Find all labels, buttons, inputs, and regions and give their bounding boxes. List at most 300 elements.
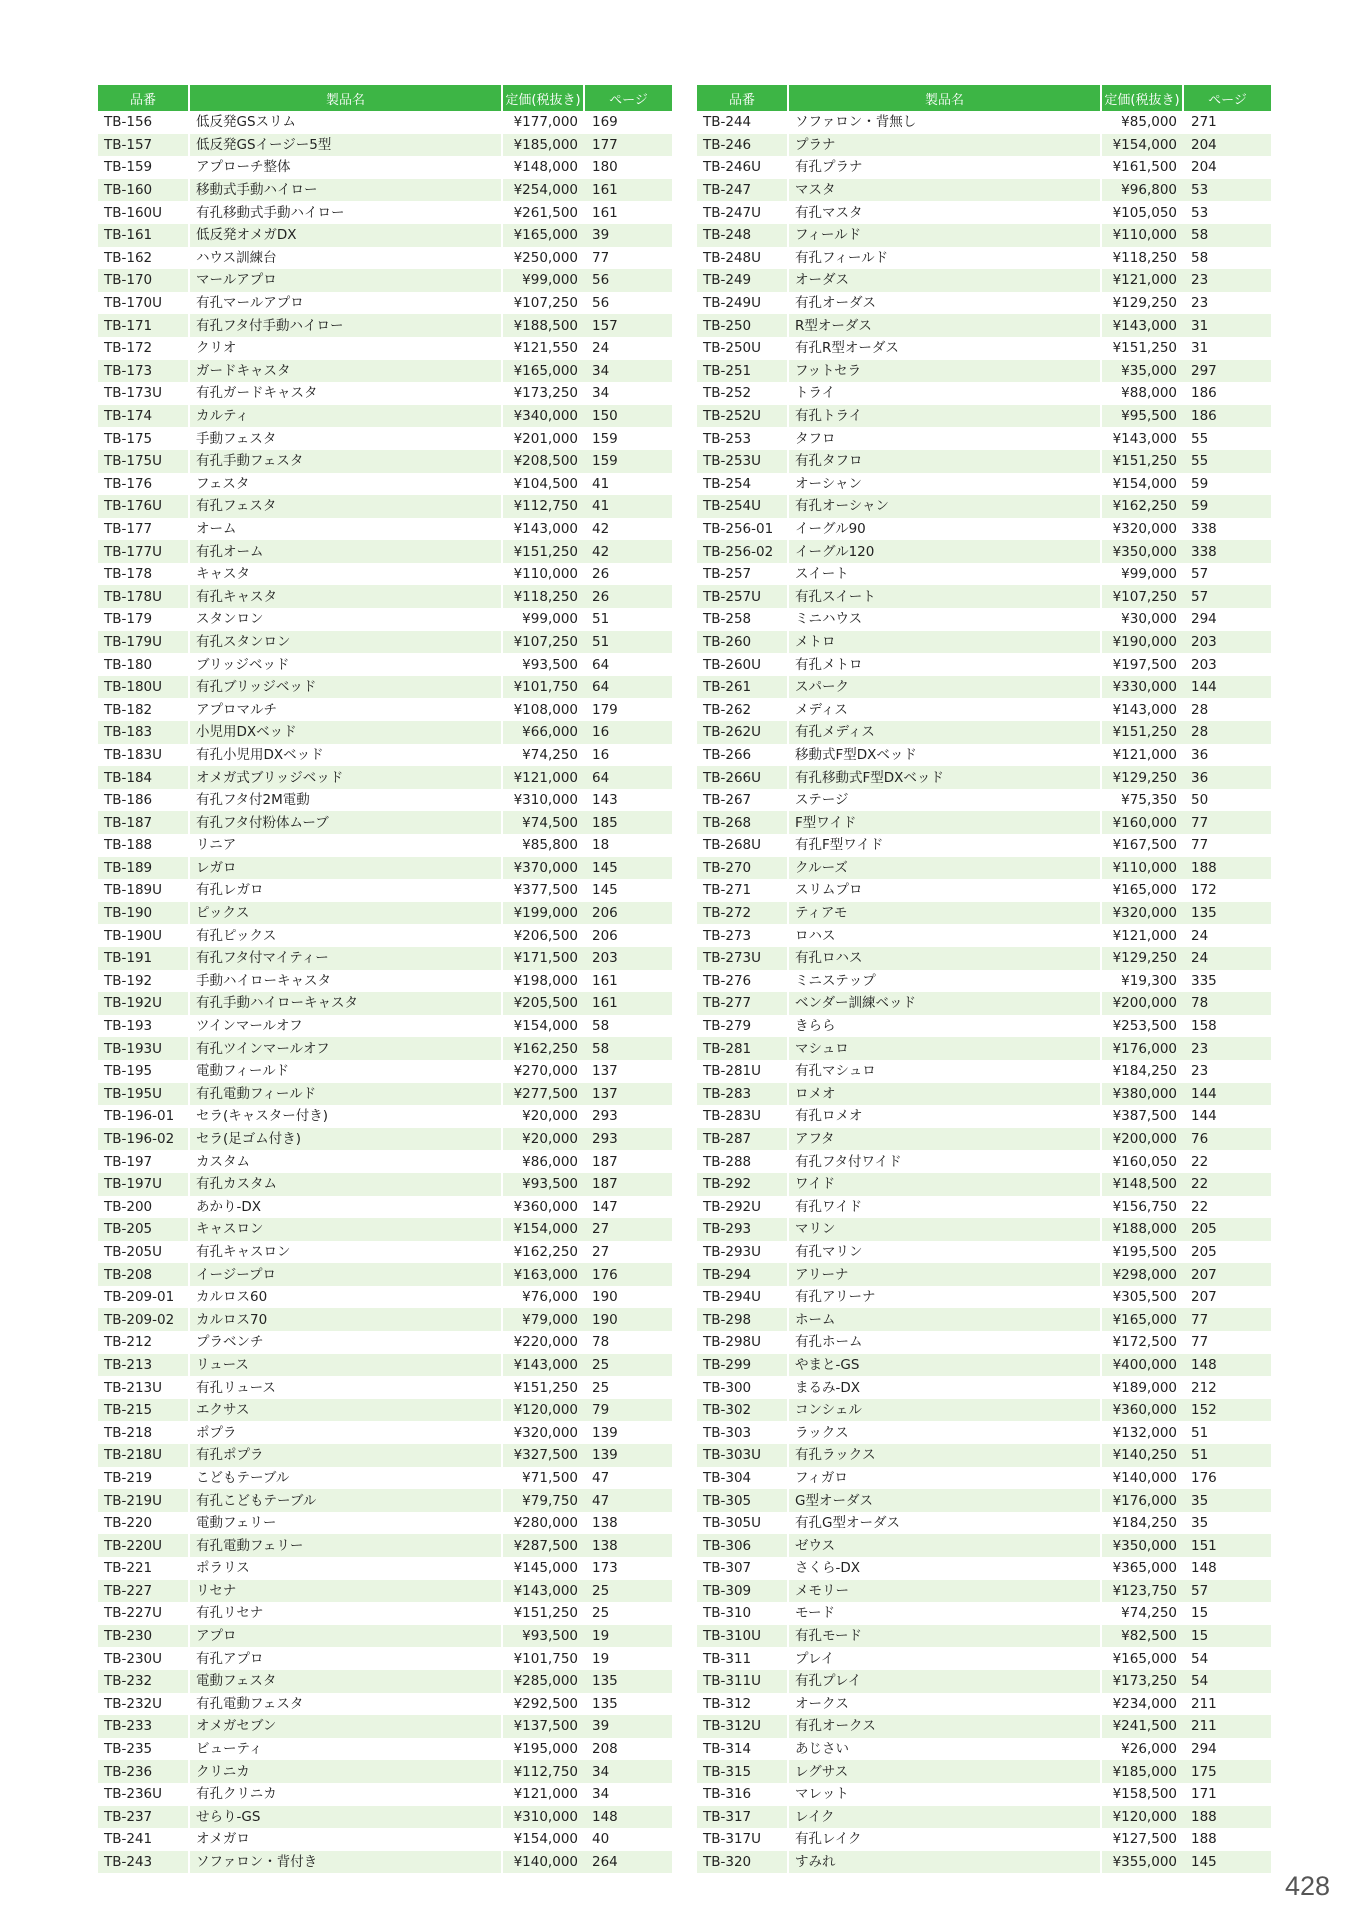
table-row bbox=[98, 1647, 672, 1670]
product-name: リセナ bbox=[189, 1580, 502, 1603]
catalog-page: 187 bbox=[584, 1173, 672, 1196]
product-price: ¥355,000 bbox=[1101, 1851, 1183, 1874]
catalog-page: 180 bbox=[592, 159, 618, 176]
product-price: ¥110,000 bbox=[1101, 857, 1183, 880]
catalog-page: 51 bbox=[584, 631, 672, 654]
catalog-page: 137 bbox=[592, 1063, 618, 1080]
product-name: ゼウス bbox=[788, 1534, 1101, 1557]
catalog-page: 264 bbox=[584, 1851, 672, 1874]
product-name: G型オーダス bbox=[788, 1489, 1101, 1512]
product-name: フィガロ bbox=[788, 1467, 1101, 1490]
table-row bbox=[98, 563, 672, 586]
product-price: ¥320,000 bbox=[513, 1424, 578, 1441]
product-code: TB-256-02 bbox=[697, 540, 788, 563]
product-code: TB-190U bbox=[98, 924, 189, 947]
product-name: 有孔ワイド bbox=[788, 1196, 1101, 1219]
product-price: ¥85,000 bbox=[1121, 114, 1177, 131]
table-row bbox=[98, 1625, 672, 1648]
product-price: ¥143,000 bbox=[502, 1580, 584, 1603]
product-price: ¥188,500 bbox=[502, 314, 584, 337]
product-code: TB-208 bbox=[98, 1263, 189, 1286]
product-name: オメガセブン bbox=[189, 1715, 502, 1738]
product-code: TB-220U bbox=[98, 1534, 189, 1557]
catalog-page: 51 bbox=[1191, 1424, 1209, 1441]
product-code: TB-277 bbox=[697, 992, 788, 1015]
product-price: ¥143,000 bbox=[502, 1354, 584, 1377]
catalog-page: 204 bbox=[1191, 159, 1217, 176]
catalog-page: 23 bbox=[1183, 269, 1271, 292]
table-row bbox=[697, 1105, 1271, 1128]
table-row bbox=[98, 1783, 672, 1806]
product-price: ¥340,000 bbox=[502, 405, 584, 428]
product-code: TB-302 bbox=[697, 1399, 788, 1422]
product-price: ¥143,000 bbox=[1101, 314, 1183, 337]
table-row bbox=[697, 811, 1271, 834]
product-code: TB-220 bbox=[98, 1512, 189, 1535]
product-name: ソファロン・背無し bbox=[788, 111, 1101, 134]
product-price: ¥118,250 bbox=[502, 585, 584, 608]
product-code: TB-183 bbox=[98, 721, 189, 744]
product-name: 有孔フェスタ bbox=[189, 495, 502, 518]
table-row bbox=[98, 1738, 672, 1761]
product-code: TB-159 bbox=[98, 156, 189, 179]
product-code: TB-306 bbox=[697, 1534, 788, 1557]
product-name: まるみ-DX bbox=[788, 1376, 1101, 1399]
table-row bbox=[697, 1738, 1271, 1761]
table-row bbox=[697, 1557, 1271, 1580]
catalog-page: 55 bbox=[1183, 450, 1271, 473]
product-price: ¥129,250 bbox=[1101, 766, 1183, 789]
table-row bbox=[98, 1128, 672, 1151]
product-code: TB-235 bbox=[98, 1738, 189, 1761]
product-name: 有孔ポプラ bbox=[189, 1444, 502, 1467]
product-name: 有孔アプロ bbox=[189, 1647, 502, 1670]
product-name: アフタ bbox=[788, 1128, 1101, 1151]
catalog-page: 64 bbox=[584, 676, 672, 699]
product-price: ¥298,000 bbox=[1101, 1263, 1183, 1286]
catalog-page: 169 bbox=[592, 114, 618, 131]
product-name: コンシェル bbox=[788, 1399, 1101, 1422]
product-code: TB-182 bbox=[98, 698, 189, 721]
product-code: TB-193U bbox=[98, 1037, 189, 1060]
product-code: TB-317 bbox=[697, 1806, 788, 1829]
product-price: ¥154,000 bbox=[1112, 475, 1177, 492]
product-price: ¥105,050 bbox=[1112, 204, 1177, 221]
catalog-page: 23 bbox=[1191, 1063, 1209, 1080]
table-row bbox=[697, 585, 1271, 608]
product-price: ¥310,000 bbox=[513, 792, 578, 809]
product-name: 有孔モード bbox=[788, 1625, 1101, 1648]
product-price: ¥200,000 bbox=[1101, 1128, 1183, 1151]
table-row bbox=[98, 269, 672, 292]
product-name: F型ワイド bbox=[788, 811, 1101, 834]
product-price: ¥99,000 bbox=[502, 269, 584, 292]
product-name: 有孔オークス bbox=[788, 1715, 1101, 1738]
table-row bbox=[98, 1715, 672, 1738]
catalog-page: 152 bbox=[1183, 1399, 1271, 1422]
product-price: ¥154,000 bbox=[513, 1018, 578, 1035]
product-name: 有孔フタ付手動ハイロー bbox=[189, 314, 502, 337]
table-row bbox=[98, 766, 672, 789]
product-code: TB-243 bbox=[98, 1851, 189, 1874]
table-row bbox=[98, 314, 672, 337]
catalog-page: 271 bbox=[1191, 114, 1217, 131]
product-name: マシュロ bbox=[788, 1037, 1101, 1060]
product-name: カルティ bbox=[189, 405, 502, 428]
product-code: TB-196-01 bbox=[98, 1105, 189, 1128]
catalog-page: 190 bbox=[584, 1308, 672, 1331]
table-row bbox=[697, 224, 1271, 247]
product-code: TB-189 bbox=[98, 857, 189, 880]
product-name: スタンロン bbox=[189, 608, 502, 631]
product-price: ¥104,500 bbox=[513, 475, 578, 492]
product-price: ¥96,800 bbox=[1101, 179, 1183, 202]
table-row bbox=[697, 789, 1271, 812]
product-price: ¥154,000 bbox=[502, 1218, 584, 1241]
product-code: TB-254U bbox=[697, 495, 788, 518]
product-price: ¥74,250 bbox=[1121, 1605, 1177, 1622]
catalog-page: 58 bbox=[1183, 224, 1271, 247]
product-code: TB-197 bbox=[98, 1150, 189, 1173]
table-row bbox=[697, 1444, 1271, 1467]
product-name: ロハス bbox=[788, 924, 1101, 947]
table-row bbox=[697, 970, 1271, 993]
product-price: ¥148,500 bbox=[1101, 1173, 1183, 1196]
table-row bbox=[98, 1105, 672, 1128]
product-price: ¥234,000 bbox=[1112, 1695, 1177, 1712]
product-price: ¥171,500 bbox=[502, 947, 584, 970]
catalog-page: 161 bbox=[592, 972, 618, 989]
product-name: モード bbox=[788, 1602, 1101, 1625]
product-name: あじさい bbox=[788, 1738, 1101, 1761]
table-row bbox=[98, 1444, 672, 1467]
product-code: TB-213 bbox=[98, 1354, 189, 1377]
table-row bbox=[98, 1218, 672, 1241]
product-price: ¥253,500 bbox=[1112, 1018, 1177, 1035]
table-row bbox=[98, 360, 672, 383]
product-name: こどもテーブル bbox=[189, 1467, 502, 1490]
product-name: オーダス bbox=[788, 269, 1101, 292]
product-code: TB-191 bbox=[98, 947, 189, 970]
product-price: ¥151,250 bbox=[513, 1379, 578, 1396]
product-code: TB-276 bbox=[697, 970, 788, 993]
product-name: 有孔ロメオ bbox=[788, 1105, 1101, 1128]
product-name: ポプラ bbox=[189, 1421, 502, 1444]
product-name: 有孔移動式F型DXベッド bbox=[788, 766, 1101, 789]
table-row bbox=[697, 1625, 1271, 1648]
table-row bbox=[697, 1196, 1271, 1219]
product-price: ¥82,500 bbox=[1101, 1625, 1183, 1648]
product-name: イーグル120 bbox=[788, 540, 1101, 563]
product-name: 有孔F型ワイド bbox=[788, 834, 1101, 857]
table-row bbox=[697, 924, 1271, 947]
product-name: アプロマルチ bbox=[189, 698, 502, 721]
product-name: 有孔フタ付粉体ムーブ bbox=[189, 811, 502, 834]
table-row bbox=[697, 1580, 1271, 1603]
product-name: マレット bbox=[788, 1783, 1101, 1806]
price-table-right bbox=[697, 85, 1271, 1873]
product-code: TB-195U bbox=[98, 1083, 189, 1106]
product-name: ツインマールオフ bbox=[189, 1015, 502, 1038]
product-price: ¥85,800 bbox=[522, 837, 578, 854]
product-code: TB-189U bbox=[98, 879, 189, 902]
product-code: TB-261 bbox=[697, 676, 788, 699]
product-code: TB-262 bbox=[697, 698, 788, 721]
product-code: TB-162 bbox=[98, 247, 189, 270]
table-row bbox=[697, 698, 1271, 721]
product-code: TB-266U bbox=[697, 766, 788, 789]
catalog-page: 159 bbox=[592, 430, 618, 447]
product-name: タフロ bbox=[788, 427, 1101, 450]
catalog-page: 205 bbox=[1191, 1243, 1217, 1260]
table-row bbox=[98, 1263, 672, 1286]
product-name: 手動ハイローキャスタ bbox=[189, 970, 502, 993]
product-code: TB-193 bbox=[98, 1015, 189, 1038]
product-price: ¥177,000 bbox=[513, 114, 578, 131]
table-row bbox=[98, 879, 672, 902]
product-name: オークス bbox=[788, 1693, 1101, 1716]
table-row bbox=[697, 857, 1271, 880]
product-name: 有孔フタ付ワイド bbox=[788, 1150, 1101, 1173]
product-name: 有孔ガードキャスタ bbox=[189, 382, 502, 405]
catalog-page: 294 bbox=[1191, 611, 1217, 628]
product-code: TB-267 bbox=[697, 789, 788, 812]
product-name: 有孔ラックス bbox=[788, 1444, 1101, 1467]
product-price: ¥79,000 bbox=[502, 1308, 584, 1331]
product-price: ¥110,000 bbox=[1101, 224, 1183, 247]
product-code: TB-175U bbox=[98, 450, 189, 473]
product-name: レグサス bbox=[788, 1760, 1101, 1783]
product-name: 有孔リュース bbox=[189, 1376, 502, 1399]
table-row bbox=[98, 789, 672, 812]
product-name: フィールド bbox=[788, 224, 1101, 247]
catalog-page: 148 bbox=[1191, 1560, 1217, 1577]
product-code: TB-257U bbox=[697, 585, 788, 608]
header-page: ページ bbox=[1183, 85, 1271, 111]
product-name: 有孔手動ハイローキャスタ bbox=[189, 992, 502, 1015]
product-price: ¥74,250 bbox=[522, 746, 578, 763]
product-price: ¥261,500 bbox=[513, 204, 578, 221]
product-price: ¥208,500 bbox=[502, 450, 584, 473]
product-code: TB-248U bbox=[697, 247, 788, 270]
product-code: TB-227U bbox=[98, 1602, 189, 1625]
product-name: 有孔アリーナ bbox=[788, 1286, 1101, 1309]
product-price: ¥26,000 bbox=[1121, 1741, 1177, 1758]
table-row bbox=[98, 427, 672, 450]
product-code: TB-293U bbox=[697, 1241, 788, 1264]
product-code: TB-170 bbox=[98, 269, 189, 292]
catalog-page: 145 bbox=[584, 857, 672, 880]
catalog-page: 188 bbox=[1183, 857, 1271, 880]
product-price: ¥107,250 bbox=[1101, 585, 1183, 608]
product-code: TB-237 bbox=[98, 1806, 189, 1829]
product-name: きらら bbox=[788, 1015, 1101, 1038]
table-row bbox=[697, 1602, 1271, 1625]
catalog-page: 78 bbox=[592, 1334, 610, 1351]
catalog-page: 56 bbox=[592, 295, 610, 312]
product-name: メモリー bbox=[788, 1580, 1101, 1603]
product-name: ベンダー訓練ベッド bbox=[788, 992, 1101, 1015]
table-row bbox=[98, 1173, 672, 1196]
catalog-page: 205 bbox=[1183, 1218, 1271, 1241]
product-name: 有孔電動フェリー bbox=[189, 1534, 502, 1557]
product-code: TB-272 bbox=[697, 902, 788, 925]
table-row bbox=[697, 111, 1271, 134]
catalog-page: 31 bbox=[1191, 340, 1209, 357]
table-row bbox=[697, 1241, 1271, 1264]
catalog-page: 77 bbox=[1183, 1308, 1271, 1331]
product-price: ¥121,000 bbox=[502, 766, 584, 789]
product-code: TB-195 bbox=[98, 1060, 189, 1083]
product-name: 有孔タフロ bbox=[788, 450, 1101, 473]
catalog-page: 57 bbox=[1183, 585, 1271, 608]
product-code: TB-311U bbox=[697, 1670, 788, 1693]
table-row bbox=[98, 405, 672, 428]
product-price: ¥86,000 bbox=[522, 1153, 578, 1170]
product-price: ¥162,250 bbox=[1101, 495, 1183, 518]
table-row bbox=[697, 1399, 1271, 1422]
product-price: ¥121,000 bbox=[1101, 269, 1183, 292]
product-price: ¥160,000 bbox=[1101, 811, 1183, 834]
product-code: TB-315 bbox=[697, 1760, 788, 1783]
table-row bbox=[98, 1670, 672, 1693]
product-name: メトロ bbox=[788, 631, 1101, 654]
product-code: TB-160 bbox=[98, 179, 189, 202]
product-price: ¥129,250 bbox=[1112, 295, 1177, 312]
product-code: TB-268U bbox=[697, 834, 788, 857]
catalog-page: 207 bbox=[1183, 1263, 1271, 1286]
catalog-page: 179 bbox=[592, 701, 618, 718]
catalog-page: 54 bbox=[1183, 1670, 1271, 1693]
table-row bbox=[697, 1467, 1271, 1490]
product-code: TB-273 bbox=[697, 924, 788, 947]
product-price: ¥167,500 bbox=[1112, 837, 1177, 854]
product-price: ¥370,000 bbox=[502, 857, 584, 880]
catalog-page: 39 bbox=[584, 224, 672, 247]
catalog-page: 35 bbox=[1191, 1515, 1209, 1532]
product-name: 有孔キャスロン bbox=[189, 1241, 502, 1264]
product-code: TB-156 bbox=[98, 111, 189, 134]
product-code: TB-157 bbox=[98, 134, 189, 157]
table-row bbox=[98, 1602, 672, 1625]
product-price: ¥112,750 bbox=[502, 495, 584, 518]
product-name: アプローチ整体 bbox=[189, 156, 502, 179]
product-code: TB-283 bbox=[697, 1083, 788, 1106]
product-price: ¥310,000 bbox=[502, 1806, 584, 1829]
table-row bbox=[98, 1851, 672, 1874]
product-code: TB-180U bbox=[98, 676, 189, 699]
product-price: ¥20,000 bbox=[502, 1128, 584, 1151]
product-code: TB-292U bbox=[697, 1196, 788, 1219]
table-row bbox=[697, 1693, 1271, 1716]
table-row bbox=[697, 405, 1271, 428]
product-price: ¥305,500 bbox=[1112, 1289, 1177, 1306]
table-row bbox=[697, 1534, 1271, 1557]
product-name: クルーズ bbox=[788, 857, 1101, 880]
product-name: 有孔プラナ bbox=[788, 156, 1101, 179]
table-row bbox=[697, 1489, 1271, 1512]
catalog-page: 35 bbox=[1183, 1489, 1271, 1512]
product-name: 有孔フィールド bbox=[788, 247, 1101, 270]
header-price: 定価(税抜き) bbox=[502, 85, 584, 111]
product-name: オメガロ bbox=[189, 1828, 502, 1851]
product-code: TB-180 bbox=[98, 653, 189, 676]
product-price: ¥99,000 bbox=[1121, 566, 1177, 583]
product-name: 有孔電動フィールド bbox=[189, 1083, 502, 1106]
product-name: ミニハウス bbox=[788, 608, 1101, 631]
product-name: 有孔カスタム bbox=[189, 1173, 502, 1196]
product-price: ¥360,000 bbox=[513, 1198, 578, 1215]
catalog-page: 27 bbox=[592, 1243, 610, 1260]
catalog-page: 161 bbox=[592, 204, 618, 221]
product-code: TB-177 bbox=[98, 518, 189, 541]
catalog-page: 138 bbox=[592, 1515, 618, 1532]
product-price: ¥327,500 bbox=[502, 1444, 584, 1467]
table-row bbox=[98, 1512, 672, 1535]
catalog-page: 188 bbox=[1183, 1806, 1271, 1829]
product-code: TB-281 bbox=[697, 1037, 788, 1060]
catalog-page: 161 bbox=[584, 992, 672, 1015]
product-name: 有孔メトロ bbox=[788, 653, 1101, 676]
product-price: ¥200,000 bbox=[1101, 992, 1183, 1015]
table-row bbox=[697, 1308, 1271, 1331]
product-code: TB-221 bbox=[98, 1557, 189, 1580]
table-row bbox=[697, 766, 1271, 789]
product-code: TB-187 bbox=[98, 811, 189, 834]
product-code: TB-184 bbox=[98, 766, 189, 789]
product-code: TB-230U bbox=[98, 1647, 189, 1670]
product-price: ¥145,000 bbox=[513, 1560, 578, 1577]
product-code: TB-310 bbox=[697, 1602, 788, 1625]
product-name: ステージ bbox=[788, 789, 1101, 812]
product-name: スイート bbox=[788, 563, 1101, 586]
product-code: TB-200 bbox=[98, 1196, 189, 1219]
product-name: オーム bbox=[189, 518, 502, 541]
product-code: TB-213U bbox=[98, 1376, 189, 1399]
table-row bbox=[697, 1512, 1271, 1535]
catalog-page: 158 bbox=[1191, 1018, 1217, 1035]
table-row bbox=[697, 1286, 1271, 1309]
product-code: TB-236 bbox=[98, 1760, 189, 1783]
catalog-page: 151 bbox=[1183, 1534, 1271, 1557]
table-row bbox=[98, 698, 672, 721]
product-code: TB-287 bbox=[697, 1128, 788, 1151]
product-code: TB-186 bbox=[98, 789, 189, 812]
product-code: TB-260 bbox=[697, 631, 788, 654]
product-name: フットセラ bbox=[788, 360, 1101, 383]
table-row bbox=[697, 1015, 1271, 1038]
product-price: ¥93,500 bbox=[522, 656, 578, 673]
product-price: ¥185,000 bbox=[1101, 1760, 1183, 1783]
product-name: やまと-GS bbox=[788, 1354, 1101, 1377]
product-price: ¥365,000 bbox=[1112, 1560, 1177, 1577]
product-name: 移動式F型DXベッド bbox=[788, 744, 1101, 767]
product-price: ¥201,000 bbox=[513, 430, 578, 447]
product-name: 移動式手動ハイロー bbox=[189, 179, 502, 202]
product-name: リニア bbox=[189, 834, 502, 857]
table-row bbox=[98, 156, 672, 179]
product-price: ¥30,000 bbox=[1121, 611, 1177, 628]
table-row bbox=[697, 631, 1271, 654]
catalog-page: 41 bbox=[592, 475, 610, 492]
table-row bbox=[98, 111, 672, 134]
table-row bbox=[98, 992, 672, 1015]
catalog-page: 51 bbox=[592, 611, 610, 628]
table-row bbox=[697, 1128, 1271, 1151]
catalog-page: 51 bbox=[1183, 1444, 1271, 1467]
product-code: TB-183U bbox=[98, 744, 189, 767]
table-row bbox=[98, 970, 672, 993]
